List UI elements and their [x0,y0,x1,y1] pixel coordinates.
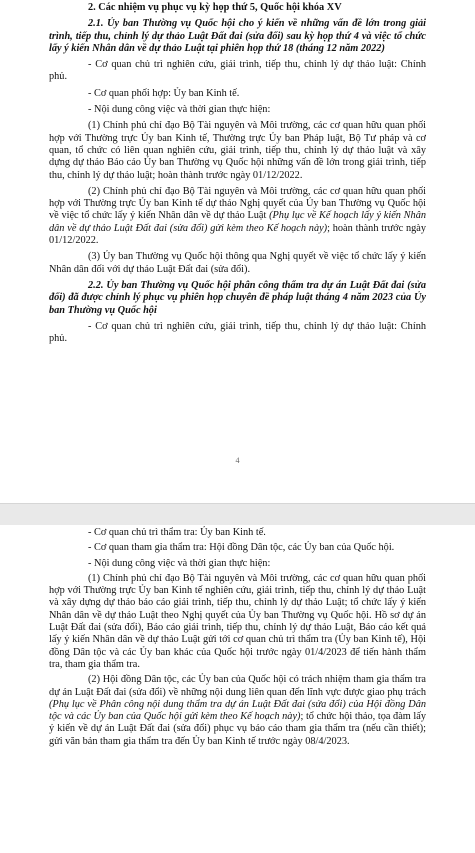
review-task-2-appendix-note: (Phụ lục về Phân công nội dung thẩm tra dự án Luật Đất đai (sửa đổi) của Hội đồng Dân tộc và các Ủy ban của Quốc hội gửi kèm theo Kế hoạch này) [49,698,426,723]
paragraph-task-2 [49,186,426,247]
subsection-heading-2-2: 2.2. Ủy ban Thường vụ Quốc hội phân công thẩm tra dự án Luật Đất đai (sửa đổi) đã được chỉnh lý phục vụ phiên họp chuyên đề pháp luật tháng 4 năm 2023 của Ủy ban Thường vụ Quốc hội [49,279,426,316]
subsection-heading-2-1: 2.1. Ủy ban Thường vụ Quốc hội cho ý kiến về những vấn đề lớn trong giải trình, tiếp thu, chỉnh lý dự thảo Luật Đất đai (sửa đổi) sau kỳ họp thứ 4 và việc tổ chức lấy ý kiến Nhân dân về dự thảo Luật tại phiên họp thứ 18 (tháng 12 năm 2022) [49,18,426,54]
page-number: 4 [235,456,240,465]
paragraph-lead-agency-2: - Cơ quan chủ trì nghiên cứu, giải trình, tiếp thu, chỉnh lý dự thảo luật: Chính phủ. [49,320,426,345]
section-heading: 2. Các nhiệm vụ phục vụ kỳ họp thứ 5, Quốc hội khóa XV [88,2,342,13]
review-task-2-deadline: ; tổ chức hội thảo, tọa đàm lấy ý kiến về dự án Luật Đất đai (sửa đổi) phục vụ báo cáo tham gia thẩm tra (nếu cần thiết); gửi văn bản tham gia thẩm tra đến Ủy ban Kinh tế trước ngày 08/4/2023. [49,711,426,747]
paragraph-tasks-intro: - Nội dung công việc và thời gian thực hiện: [88,104,271,116]
paragraph-review-lead: - Cơ quan chủ trì thẩm tra: Ủy ban Kinh tế. [88,527,266,538]
document-page-5 [0,525,475,853]
paragraph-task-1: (1) Chính phủ chỉ đạo Bộ Tài nguyên và Môi trường, các cơ quan hữu quan phối hợp với Thường trực Ủy ban Kinh tế, Thường trực Ủy ban Pháp luật, Bộ Tư pháp và cơ quan, tổ chức có liên quan nghiên cứu, giải trình, tiếp thu, chỉnh lý dự thảo luật và xây dựng dự thảo Báo cáo Ủy ban Thường vụ Quốc hội những vấn đề lớn trong giải trình, tiếp thu, chỉnh lý dự thảo luật; hoàn thành trước ngày 01/12/2022. [49,120,426,181]
paragraph-review-task-2 [49,674,426,748]
paragraph-review-task-1: (1) Chính phủ chỉ đạo Bộ Tài nguyên và Môi trường, các cơ quan hữu quan phối hợp với Thường trực Ủy ban Kinh tế nghiên cứu, giải trình, tiếp thu, chỉnh lý dự thảo Luật và xây dựng dự thảo báo cáo giải trình, tiếp thu, chỉnh lý dự thảo Luật; tổ chức lấy ý kiến Nhân dân về dự thảo Luật theo Nghị quyết của Ủy ban Thường vụ Quốc hội. Hồ sơ dự án Luật Đất đai (sửa đổi), Báo cáo giải trình, tiếp thu, chỉnh lý dự thảo Luật, Báo cáo kết quả lấy ý kiến Nhân dân về dự thảo Luật gửi tới cơ quan chủ trì thẩm tra (Ủy ban Kinh tế), Hội đồng Dân tộc và các Ủy ban khác của Quốc hội trước ngày 01/4/2023 để tiến hành thẩm tra, tham gia thẩm tra. [49,572,426,670]
paragraph-task-3: (3) Ủy ban Thường vụ Quốc hội thông qua Nghị quyết về việc tổ chức lấy ý kiến Nhân dân đối với dự thảo Luật Đất đai (sửa đổi). [49,251,426,275]
task-2-text: (2) Chính phủ chỉ đạo Bộ Tài nguyên và Môi trường, các cơ quan hữu quan phối hợp với Thường trực Ủy ban Kinh tế dự thảo Nghị quyết của Ủy ban Thường vụ Quốc hội về việc tổ chức lấy ý kiến Nhân dân về dự thảo Luật [49,185,426,222]
task-2-appendix-note: (Phụ lục về Kế hoạch lấy ý kiến Nhân dân về dự thảo Luật Đất đai (sửa đổi) gửi kèm theo Kế hoạch này) [49,210,426,234]
task-2-deadline: ; hoàn thành trước ngày 01/12/2022. [49,222,426,247]
page-separator [0,503,475,527]
paragraph-coordinating-agency: - Cơ quan phối hợp: Ủy ban Kinh tế. [88,87,240,99]
paragraph-lead-agency: - Cơ quan chủ trì nghiên cứu, giải trình, tiếp thu, chỉnh lý dự thảo luật: Chính phủ. [49,59,426,83]
review-task-2-text: (2) Hội đồng Dân tộc, các Ủy ban của Quốc hội có trách nhiệm tham gia thẩm tra dự án Luật Đất đai (sửa đổi) về những nội dung liên quan đến lĩnh vực được giao phụ trách [49,674,426,698]
paragraph-review-participants: - Cơ quan tham gia thẩm tra: Hội đồng Dân tộc, các Ủy ban của Quốc hội. [88,542,395,554]
paragraph-tasks-intro-2: - Nội dung công việc và thời gian thực hiện: [88,557,271,569]
